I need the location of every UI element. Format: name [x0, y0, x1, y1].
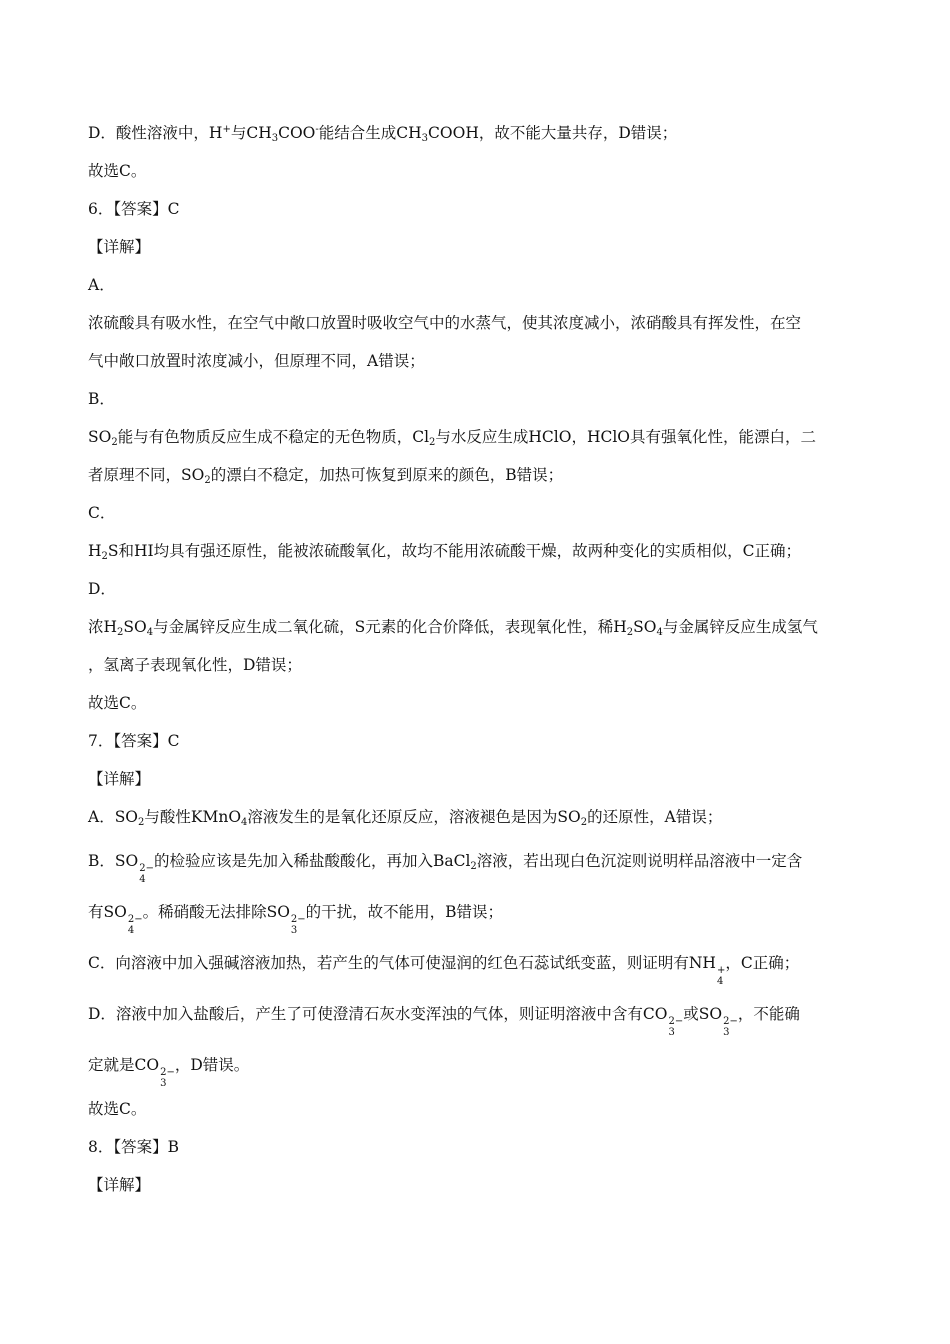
text-line: 者原理不同，$SO_2$的漂白不稳定，加热可恢复到原来的颜色，B错误；	[88, 466, 564, 486]
text-line: B．SO 2− 4 的检验应该是先加入稀盐酸酸化，再加入BaCl$_2$溶液，若出现白色沉淀则说明样品溶液中一定含	[88, 852, 803, 885]
option-label: C．	[88, 504, 116, 522]
text-line: 浓$H_2SO_4$与金属锌反应生成二氧化硫，S元素的化合价降低，表现氧化性，稀$H_2SO_4$与金属锌反应生成氢气	[88, 618, 818, 638]
text-line: D．溶液中加入盐酸后，产生了可使澄清石灰水变浑浊的气体，则证明溶液中含有CO 2− 3 或SO 2− 3 ，不能确	[88, 1005, 800, 1038]
text-line: 浓硫酸具有吸水性，在空气中敞口放置时吸收空气中的水蒸气，使其浓度减小，浓硝酸具有挥发性，在空	[88, 314, 802, 332]
text-line: A．$SO_2$与酸性KMnO$_4$溶液发生的是氧化还原反应，溶液褪色是因为$SO_2$的还原性，A错误；	[88, 808, 723, 828]
option-label: A．	[88, 276, 115, 294]
detail-heading: 【详解】	[88, 770, 151, 788]
text-line: C．向溶液中加入强碱溶液加热，若产生的气体可使湿润的红色石蕊试纸变蓝，则证明有NH + 4 ，C正确；	[88, 954, 800, 987]
detail-heading: 【详解】	[88, 238, 151, 256]
text-line: D．酸性溶液中，H+与$CH_3COO^-$能结合生成$CH_3COOH$，故不能大量共存，D错误；	[88, 124, 678, 144]
option-label: D．	[88, 580, 116, 598]
text-line: 故选C。	[88, 162, 147, 180]
ion-charge: 2− 3	[668, 1016, 684, 1038]
ion-charge: 2− 4	[139, 863, 154, 885]
text-line: 故选C。	[88, 694, 147, 712]
option-label: B．	[88, 390, 115, 408]
ion-charge: + 4	[716, 965, 726, 987]
answer-heading-8: 8．【答案】B	[88, 1138, 180, 1156]
answer-heading-6: 6．【答案】C	[88, 200, 180, 218]
text-line: 定就是CO 2− 3 ，D错误。	[88, 1056, 250, 1089]
text-line: $SO_2$能与有色物质反应生成不稳定的无色物质，$Cl_2$与水反应生成HClO，HClO具有强氧化性，能漂白，二	[88, 428, 816, 448]
detail-heading: 【详解】	[88, 1176, 151, 1194]
text-line: 气中敞口放置时浓度减小，但原理不同，A错误；	[88, 352, 425, 370]
text-line: ，氢离子表现氧化性，D错误；	[88, 656, 302, 674]
answer-heading-7: 7．【答案】C	[88, 732, 180, 750]
text-line: 有SO 2− 4 。稀硝酸无法排除SO 2− 3 的干扰，故不能用，B错误；	[88, 903, 504, 936]
ion-charge: 2− 3	[290, 914, 306, 936]
ion-charge: 2− 3	[723, 1016, 738, 1038]
text-line: $H_2S$和HI均具有强还原性，能被浓硫酸氧化，故均不能用浓硫酸干燥，故两种变化的实质相似，C正确；	[88, 542, 802, 562]
ion-charge: 2− 3	[160, 1067, 175, 1089]
ion-charge: 2− 4	[127, 914, 143, 936]
text-line: 故选C。	[88, 1100, 147, 1118]
